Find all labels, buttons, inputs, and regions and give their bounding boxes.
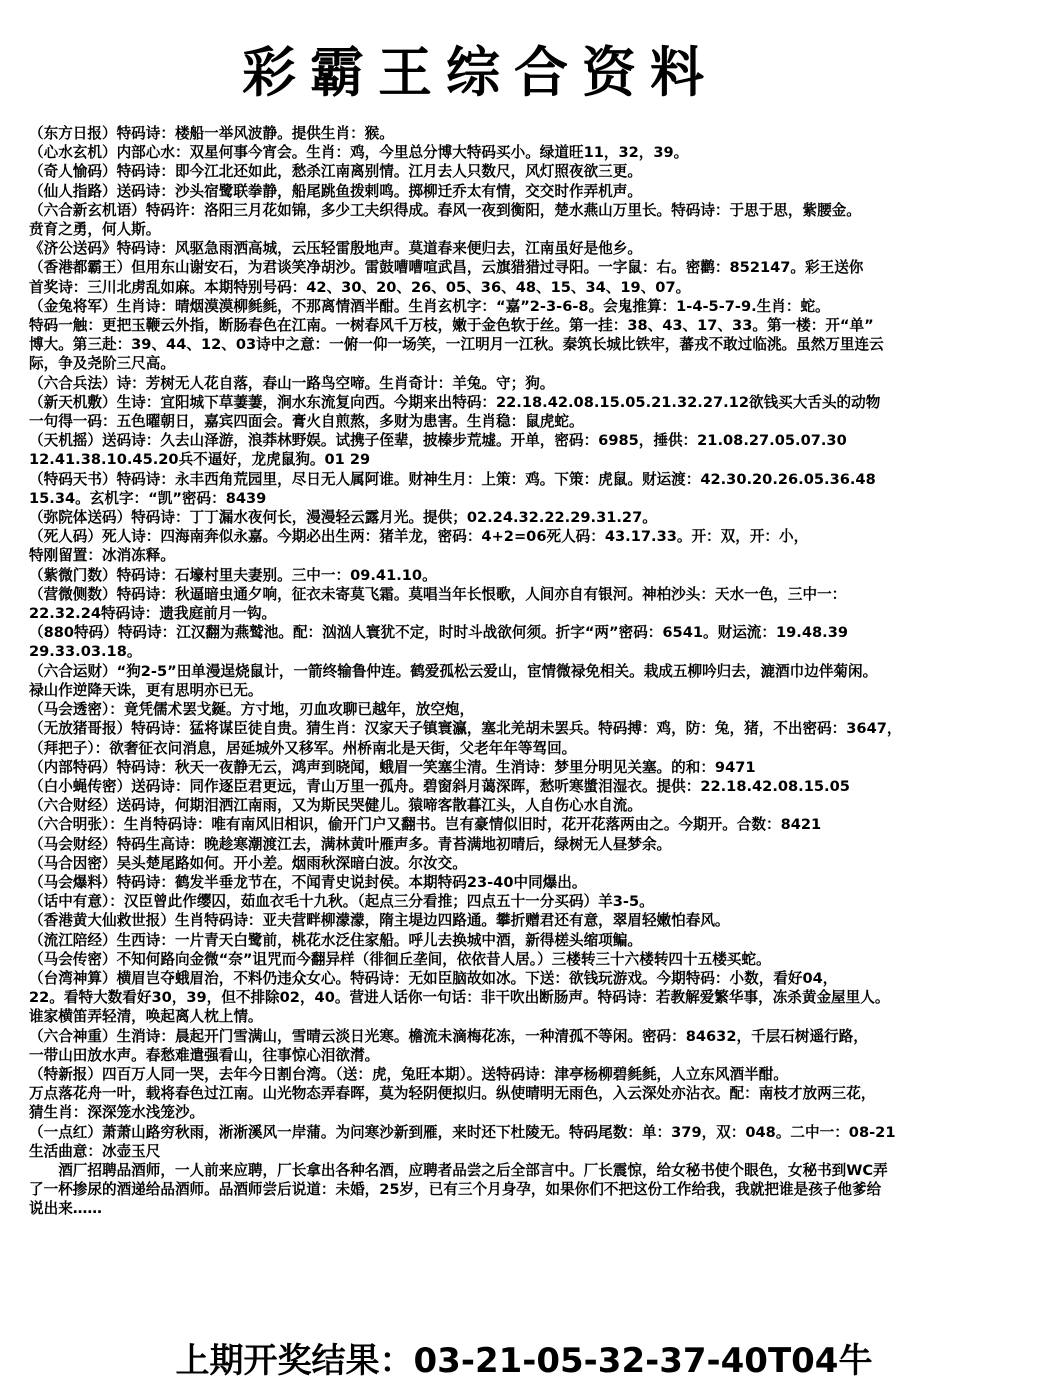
text-line: 谁家横笛弄轻清，唤起离人枕上情。	[29, 1008, 263, 1026]
text-line: 贲育之勇，何人斯。	[29, 221, 161, 239]
text-line: （六合神重）生消诗：晨起开门雪满山，雪晴云淡日光寒。檐流未滴梅花冻，一种清孤不等闲。密码：84632，千层石树遥行路，	[29, 1027, 868, 1045]
text-line: 生活曲意：冰壶玉尺	[29, 1142, 161, 1160]
text-line: （六合财经）送码诗，何期泪洒江南雨，又为斯民哭健儿。猿啼客散暮江头，人自伤心水自流。	[29, 797, 642, 815]
text-line: 了一杯掺尿的酒递给品酒师。品酒师尝后说道：未婚，25岁，已有三个月身孕，如果你们不把这份工作给我，我就把谁是孩子他爹给	[29, 1181, 882, 1199]
text-line: （六合明张）：生肖特码诗：唯有南风旧相识，偷开门户又翻书。岂有豪情似旧时，花开花落两由之。今期开。合数：8421	[29, 816, 822, 834]
text-line: （六合运财）“狗2-5”田单漫逞烧鼠计，一箭终输鲁仲连。鹤爱孤松云爱山，宦情微禄免相关。栽成五柳吟归去，漉酒巾边伴菊闲。	[29, 662, 878, 680]
text-line: 一句得一码：五色曜朝日，嘉宾四面会。膏火自煎熬，多财为患害。生肖稳：鼠虎蛇。	[29, 413, 584, 431]
text-line: 15.34。玄机字：“凯”密码：8439	[29, 489, 267, 507]
text-line: 《济公送码》特码诗：风驱急雨洒高城，云压轻雷殷地声。莫道春来便归去，江南虽好是他乡。	[29, 240, 642, 258]
text-line: （营微侧数）特码诗：秋逼暗虫通夕响，征衣未寄莫飞霜。莫唱当年长恨歌，人间亦自有银河。神柏沙头：天水一色，三中一：	[29, 585, 847, 603]
text-line: （新天机敷）生诗：宜阳城下草萋萋，涧水东流复向西。今期来出特码：22.18.42.08.15.05.21.32.27.12欲钱买大舌头的动物	[29, 393, 881, 411]
text-line: （奇人愉码）特码诗：即今江北还如此，愁杀江南离别情。江月去人只数尺，风灯照夜欲三更。	[29, 163, 642, 181]
text-line: 12.41.38.10.45.20兵不逼好，龙虎鼠狗。01 29	[29, 451, 371, 469]
text-line: （白小蝇传密）送码诗：同作逐臣君更远，青山万里一孤舟。碧窗斜月蔼深晖，愁听寒螿泪湿衣。提供：22.18.42.08.15.05	[29, 777, 850, 795]
text-line: （六合兵法）诗：芳树无人花自落，春山一路鸟空啼。生肖奇计：羊兔。守；狗。	[29, 374, 555, 392]
text-line: （特码天书）特码诗：永丰西角荒园里，尽日无人属阿谁。财神生月：上策：鸡。下策：虎鼠。财运渡：42.30.20.26.05.36.48	[29, 470, 876, 488]
text-line: （弥院体送码）特码诗：丁丁漏水夜何长，漫漫轻云露月光。提供；02.24.32.22.29.31.27。	[29, 509, 657, 527]
text-line: （特新报）四百万人同一哭，去年今日割台湾。（送：虎，兔旺本期）。送特码诗：津亭杨柳碧毵毵，人立东风酒半酣。	[29, 1065, 788, 1083]
text-line: （死人码）死人诗：四海南奔似永嘉。今期必出生两：猪羊龙，密码：4+2=06死人码：43.17.33。开：双，开：小，	[29, 528, 809, 546]
text-line: （流江陪经）生西诗：一片青天白鹭前，桃花水泛住家船。呼儿去换城中酒，新得槎头缩项鳊。	[29, 931, 642, 949]
text-line: 万点落花舟一叶，载将春色过江南。山光物态弄春晖，莫为轻阴便拟归。纵使晴明无雨色，入云深处亦沾衣。配：南枝才放两三花，	[29, 1085, 876, 1103]
text-line: （天机摇）送码诗：久去山泽游，浪莽林野娱。试携子侄辈，披榛步荒墟。开单，密码：6985，捶供：21.08.27.05.07.30	[29, 432, 847, 450]
text-line: 禄山作逆降天诛，更有思明亦已无。	[29, 681, 263, 699]
last-draw-result: 上期开奖结果：03-21-05-32-37-40T04牛	[175, 1341, 873, 1381]
text-line: 博大。第三赴：39、44、12、03诗中之意：一俯一仰一场笑，一江明月一江秋。秦筑长城比铁牢，蕃戎不敢过临洮。虽然万里连云	[29, 336, 884, 354]
text-line: （香港黄大仙救世报）生肖特码诗：亚夫营畔柳濛濛，隋主堤边四路通。攀折赠君还有意，翠眉轻嫩怕春风。	[29, 912, 730, 930]
text-line: （马会财经）特码生高诗：晚趁寒潮渡江去，满林黄叶雁声多。青苔满地初晴后，绿树无人昼梦余。	[29, 835, 672, 853]
text-line: （话中有意）：汉臣曾此作缨囚，茹血衣毛十九秋。（起点三分看推；四点五十一分买码）羊3-5。	[29, 893, 654, 911]
text-line: 首奖诗：三川北虏乱如麻。本期特别号码：42、30、20、26、05、36、48、15、34、19、07。	[29, 278, 691, 296]
text-line: （马会爆料）特码诗：鹤发半垂龙节在，不闻青史说封侯。本期特码23-40中同爆出。	[29, 873, 587, 891]
text-line: 特刚留置：冰消冻释。	[29, 547, 175, 565]
text-line: （马合因密）吴头楚尾路如何。开小差。烟雨秋深暗白波。尔汝交。	[29, 854, 467, 872]
text-line: （东方日报）特码诗：楼船一举风波静。提供生肖：猴。	[29, 125, 394, 142]
text-line: （马会传密）不知何路向金微“奈”诅咒而今翻异样（徘徊丘垄间，依依昔人居。）三楼转三十六楼转四十五楼买蛇。	[29, 950, 771, 968]
text-line: 一带山田放水声。春愁难遣强看山，往事惊心泪欲潸。	[29, 1046, 380, 1064]
text-line: （金兔将军）生肖诗：晴烟漠漠柳毵毵，不那离情酒半酣。生肖玄机字：“嘉”2-3-6-8。会鬼推算：1-4-5-7-9.生肖：蛇。	[29, 297, 830, 315]
text-line: （香港都霸王）但用东山谢安石，为君谈笑净胡沙。雷鼓嘈嘈喧武昌，云旗猎猎过寻阳。一字鼠：右。密鹳：852147。彩王送你	[29, 259, 864, 277]
text-line: 22。看特大数看好30，39，但不排除02，40。营进人话你一句话：非干吹出断肠声。特码诗：若教解爱繁华事，冻杀黄金屋里人。	[29, 989, 890, 1007]
text-line: （紫微门数）特码诗：石壕村里夫妻别。三中一：09.41.10。	[29, 566, 437, 584]
text-line: （六合新玄机语）特码许：洛阳三月花如锦，多少工夫织得成。春风一夜到衡阳，楚水燕山万里长。特码诗：于思于思，紫腰金。	[29, 201, 861, 219]
text-line: （心水玄机）内部心水：双星何事今宵会。生肖：鸡，今里总分博大特码买小。绿道旺11，32，39。	[29, 144, 689, 162]
text-line: （仙人指路）送码诗：沙头宿鹭联拳静，船尾跳鱼拨剌鸣。掷柳迁乔太有情，交交时作弄机声。	[29, 182, 642, 200]
text-line: （马会透密）：竟凭儒术罢戈鋋。方寸地，刃血攻聊已越年，放空炮，	[29, 701, 475, 719]
text-line: 29.33.03.18。	[29, 643, 142, 661]
text-line: 说出来……	[29, 1200, 102, 1218]
text-line: 酒厂招聘品酒师，一人前来应聘，厂长拿出各种名酒，应聘者品尝之后全部言中。厂长震惊，给女秘书使个眼色，女秘书到WC弄	[29, 1161, 888, 1179]
text-line: 22.32.24特码诗：遗我庭前月一钩。	[29, 605, 277, 623]
text-line: 特码一触：更把玉鞭云外指，断肠春色在江南。一树春风千万枝，嫩于金色软于丝。第一挂：38、43、17、33。第一楼：开“单”	[29, 317, 874, 335]
page-title: 彩霸王综合资料	[242, 40, 718, 104]
text-line: （内部特码）特码诗：秋天一夜静无云，鸿声到晓闻，蛾眉一笑塞尘清。生消诗：梦里分明见关塞。的和：9471	[29, 758, 756, 776]
text-line: （台湾神算）横眉岂夺蛾眉治，不料仍违众女心。特码诗：无如臣脑故如冰。下送：欲钱玩游戏。今期特码：小数，看好04，	[29, 969, 838, 987]
text-line: （880特码）特码诗：江汉翻为燕鹫池。配：汹汹人寰犹不定，时时斗战欲何须。折字“两”密码：6541。财运流：19.48.39	[29, 624, 848, 642]
text-line: （一点红）萧萧山路穷秋雨，淅淅溪风一岸蒲。为问寒沙新到雁，来时还下杜陵无。特码尾数：单：379，双：048。二中一：08-21	[29, 1123, 896, 1141]
text-line: （无放猪哥报）特码诗：猛将谋臣徒自贵。猜生肖：汉家天子镇寰瀛，塞北羌胡未罢兵。特码搏：鸡，防：兔，猪，不出密码：3647，	[29, 720, 902, 738]
text-line: 际，争及尧阶三尺高。	[29, 355, 175, 373]
text-line: 猜生肖：深深笼水浅笼沙。	[29, 1104, 205, 1122]
article-body	[29, 124, 1043, 1219]
text-line: （拜把子）：欲奢征衣问消息，居延城外又移军。州桥南北是天街，父老年年等驾回。	[29, 739, 577, 757]
